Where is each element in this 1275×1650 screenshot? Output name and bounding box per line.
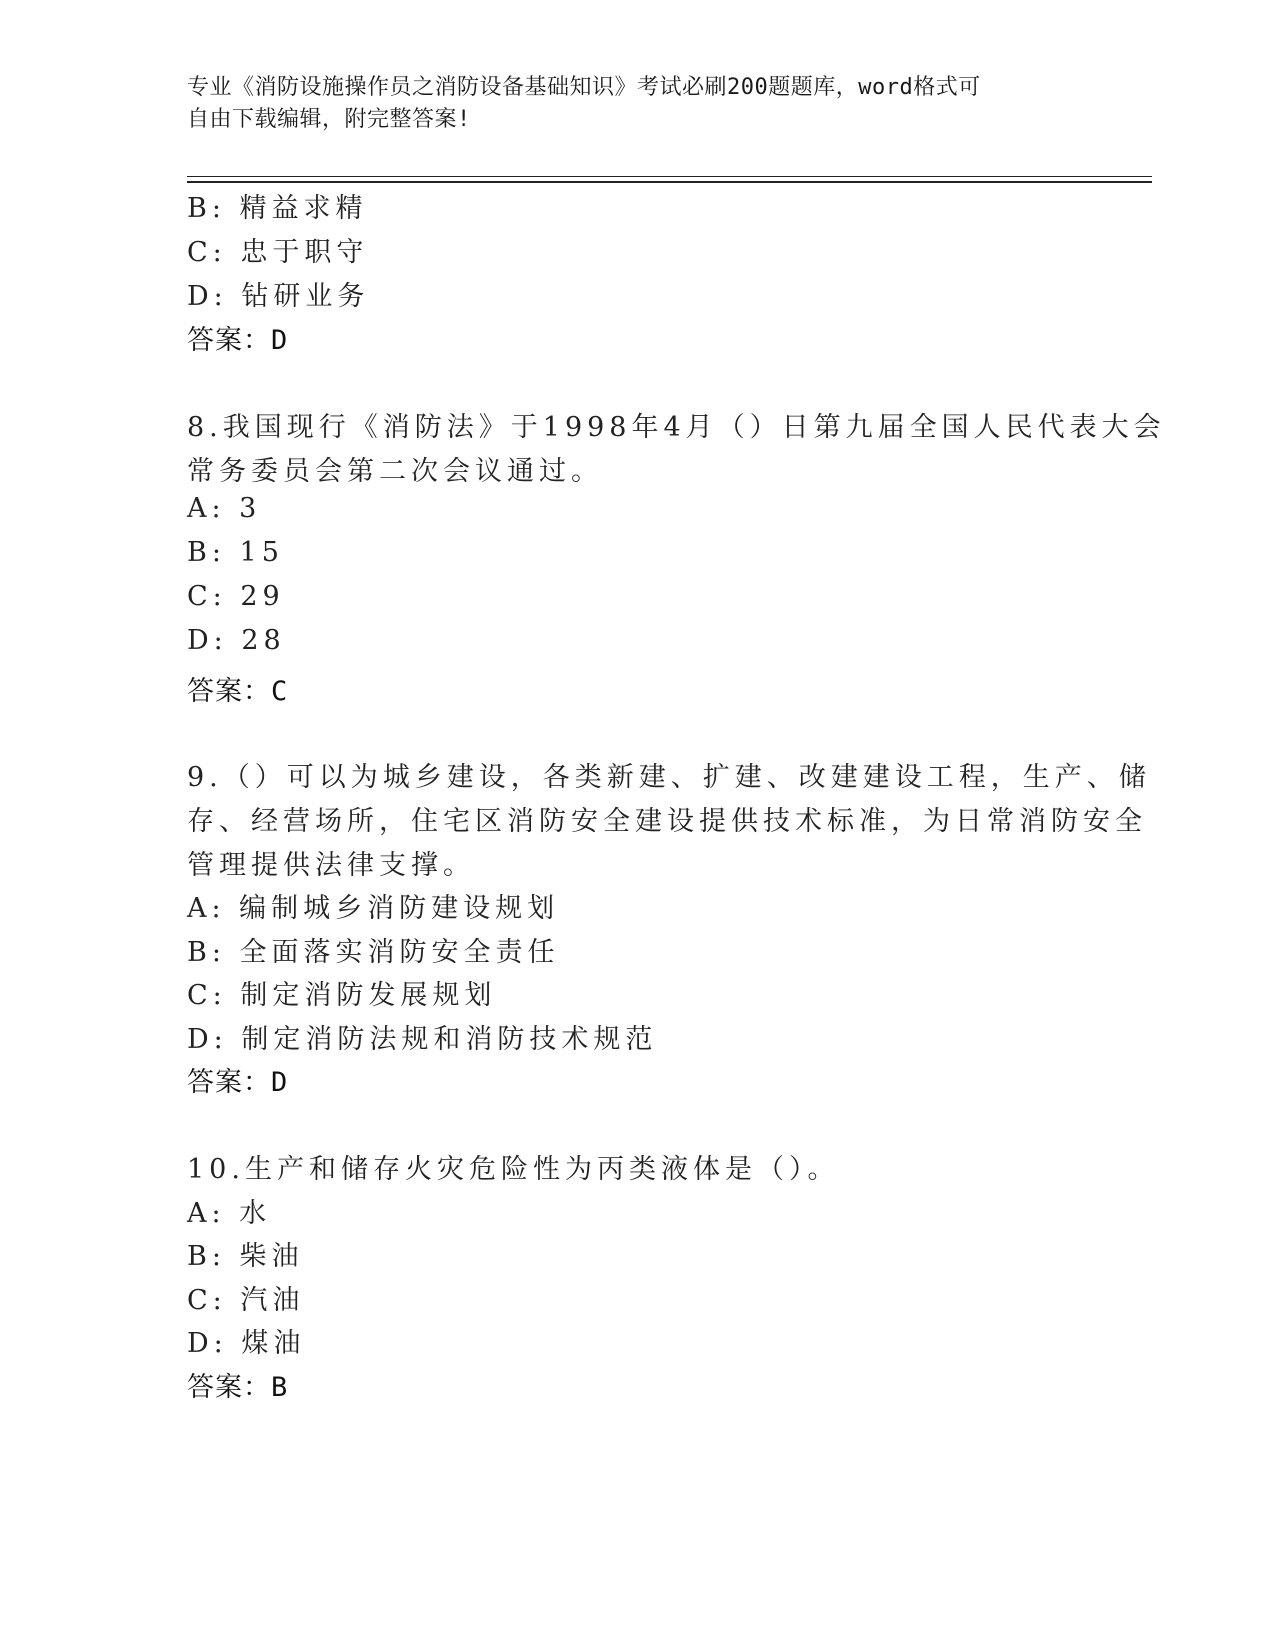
header-line-2: 自由下载编辑，附完整答案! xyxy=(187,107,471,132)
answer-line: 答案：C xyxy=(187,676,289,707)
header-line-1: 专业《消防设施操作员之消防设备基础知识》考试必刷200题题库，word格式可 xyxy=(187,75,981,100)
option-a: A: 编制城乡消防建设规划 xyxy=(187,893,560,924)
header-divider xyxy=(187,176,1152,177)
option-c: C: 制定消防发展规划 xyxy=(187,980,497,1011)
option-d: D: 钻研业务 xyxy=(187,281,370,312)
option-d: D: 28 xyxy=(187,625,286,656)
question-stem-line: 8.我国现行《消防法》于1998年4月（）日第九届全国人民代表大会 xyxy=(187,412,1166,443)
header-divider-bold xyxy=(187,181,1152,183)
option-b: B: 精益求精 xyxy=(187,193,368,224)
question-stem-line: 10.生产和储存火灾危险性为丙类液体是（）。 xyxy=(187,1154,840,1185)
question-stem-line: 管理提供法律支撑。 xyxy=(187,850,475,881)
option-d: D: 制定消防法规和消防技术规范 xyxy=(187,1024,658,1055)
option-d: D: 煤油 xyxy=(187,1328,306,1359)
option-c: C: 汽油 xyxy=(187,1285,305,1316)
option-b: B: 15 xyxy=(187,537,284,568)
answer-line: 答案：D xyxy=(187,1067,289,1098)
document-header xyxy=(187,72,1067,136)
option-a: A: 水 xyxy=(187,1198,272,1229)
option-b: B: 全面落实消防安全责任 xyxy=(187,937,560,968)
answer-line: 答案：B xyxy=(187,1372,289,1403)
answer-line: 答案：D xyxy=(187,325,289,356)
question-stem-line: 9.（）可以为城乡建设，各类新建、扩建、改建建设工程，生产、储 xyxy=(187,762,1151,793)
option-a: A: 3 xyxy=(187,493,262,524)
option-b: B: 柴油 xyxy=(187,1241,304,1272)
option-c: C: 29 xyxy=(187,581,285,612)
option-c: C: 忠于职守 xyxy=(187,237,369,268)
question-stem-line: 常务委员会第二次会议通过。 xyxy=(187,456,603,487)
question-stem-line: 存、经营场所，住宅区消防安全建设提供技术标准，为日常消防安全 xyxy=(187,806,1147,837)
